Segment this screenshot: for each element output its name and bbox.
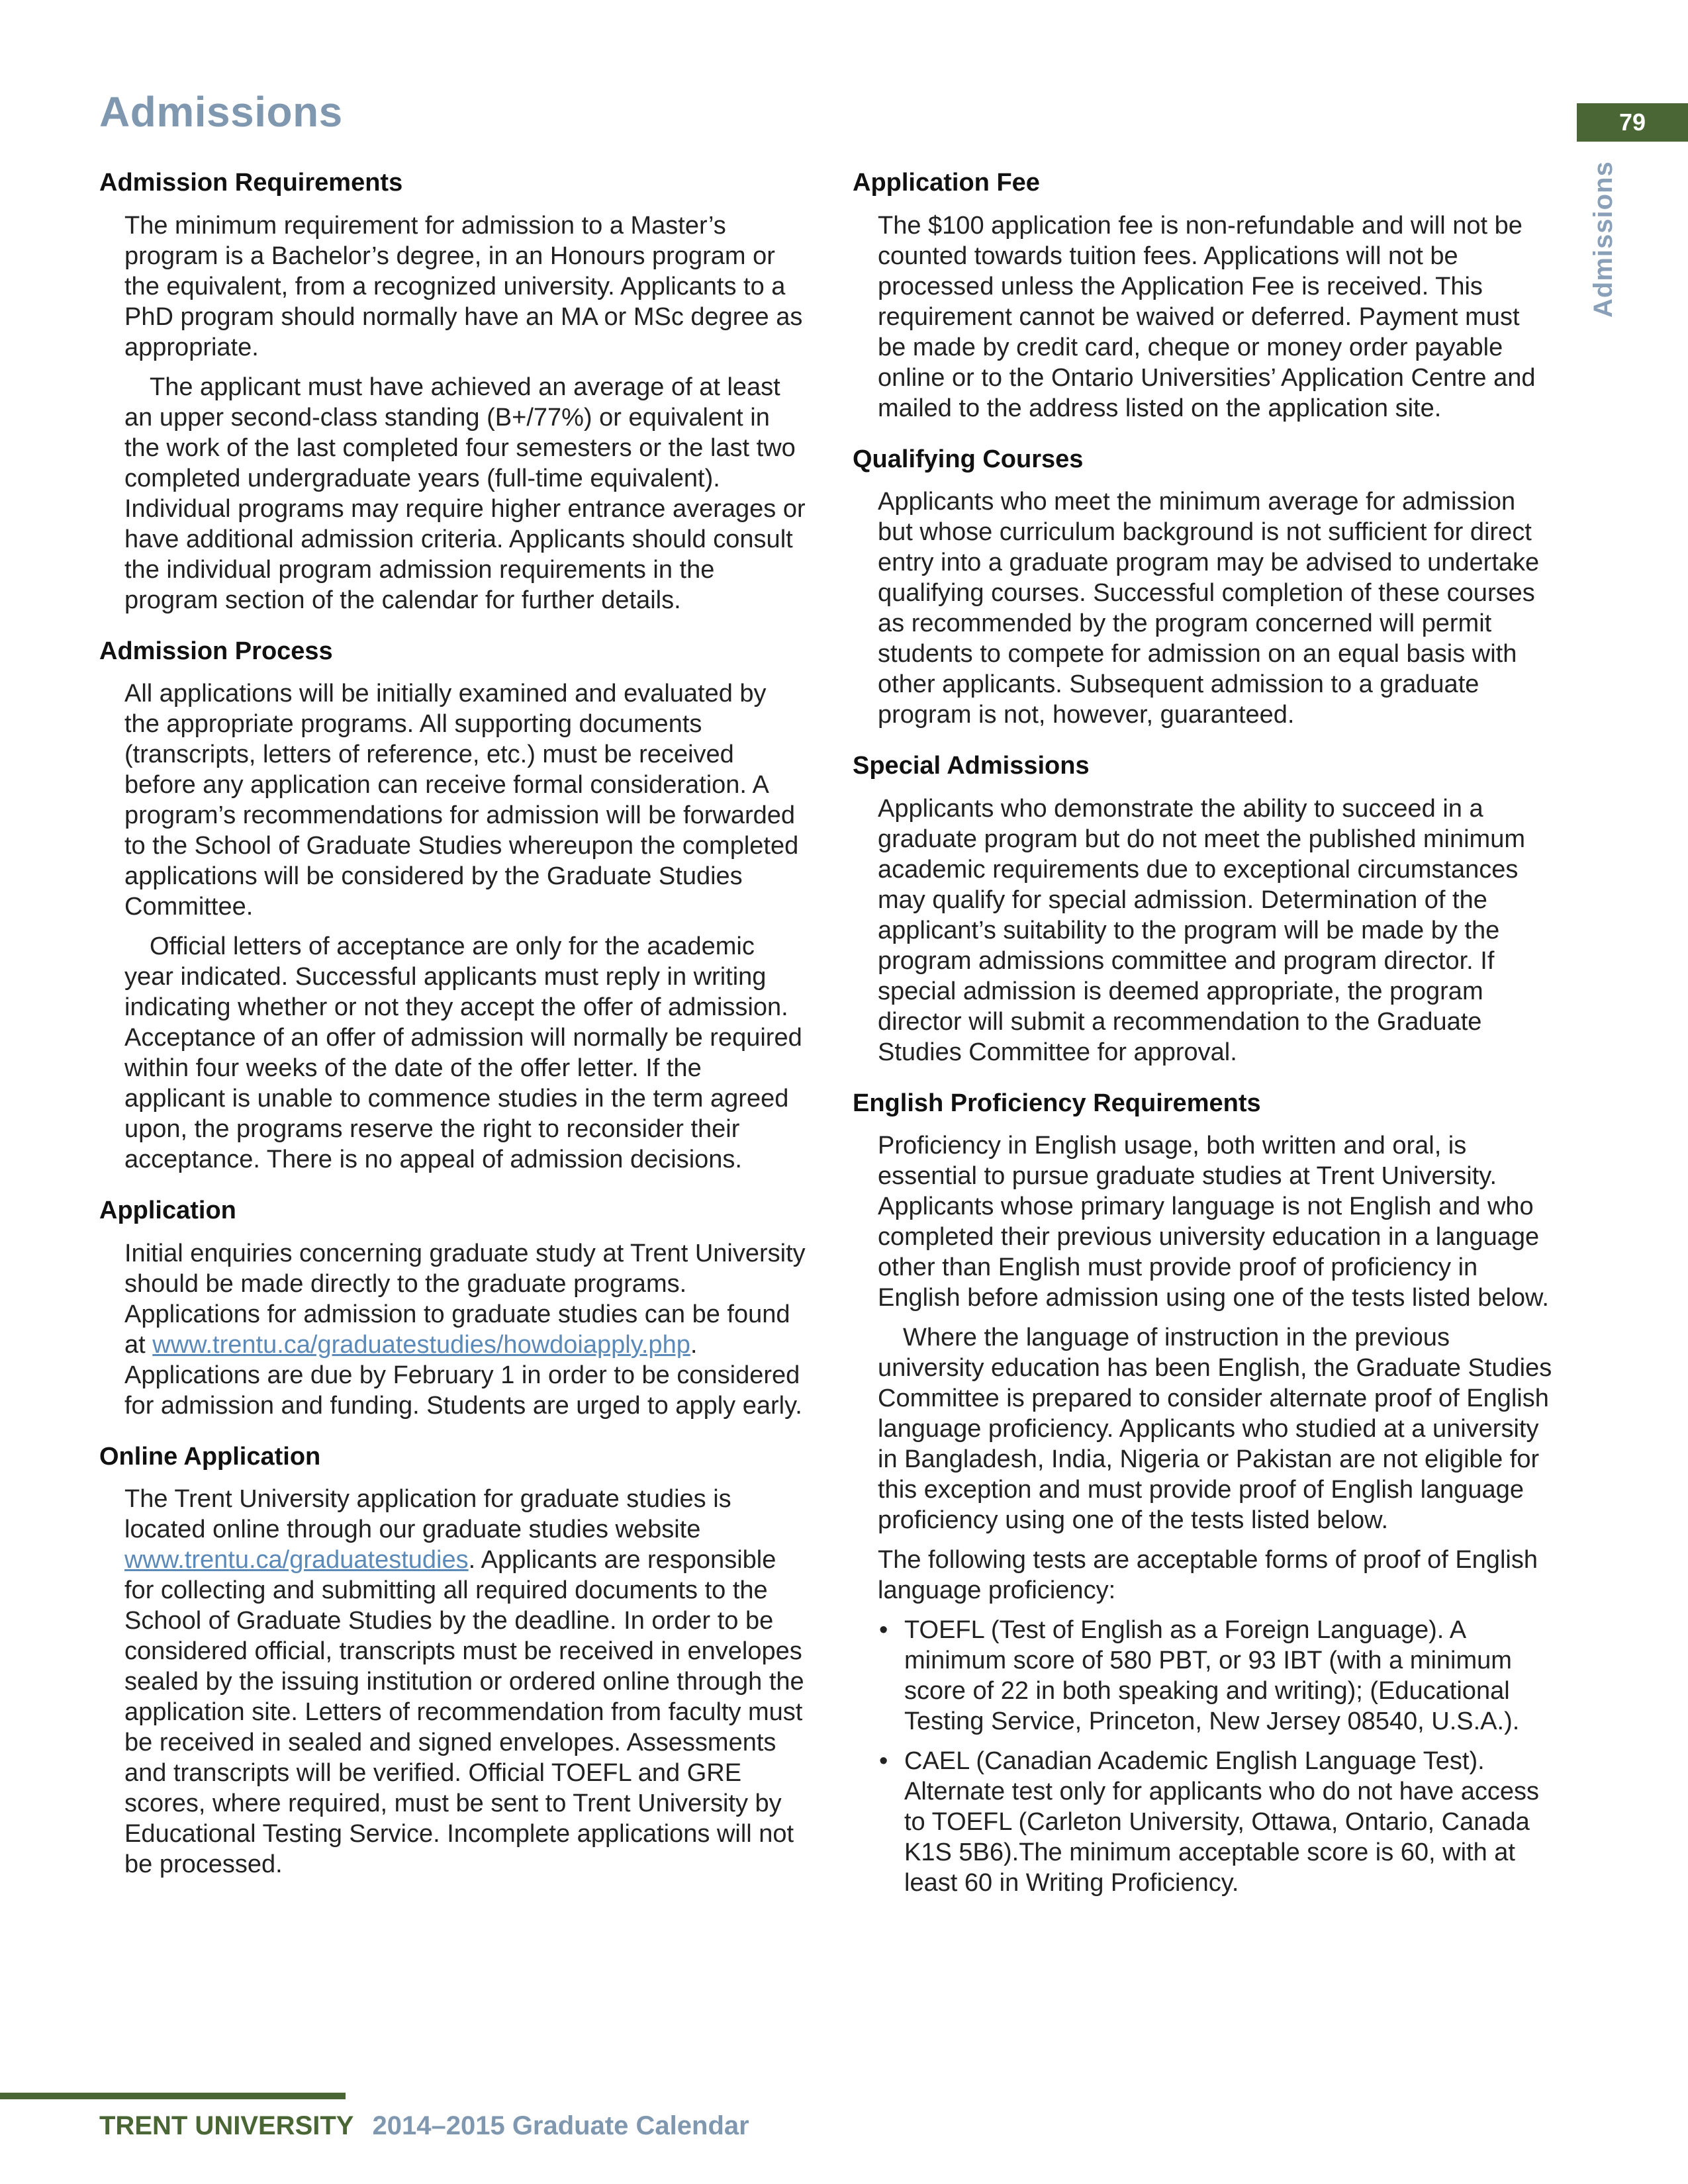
paragraph: Proficiency in English usage, both written and oral, is essential to pursue graduate studies at Trent University. Applicants whose primary language is not English and who completed their previous university education in a language other than English must provide proof of proficiency in English before admission using one of the tests listed below. <box>878 1132 1549 1312</box>
section-application-fee <box>853 168 1554 424</box>
footer-calendar: 2014–2015 Graduate Calendar <box>372 2111 749 2140</box>
paragraph: Official letters of acceptance are only for the academic year indicated. Successful applicants must reply in writing indicating whether or not they accept the offer of admission. Acceptance of an offer of admission will normally be required within four weeks of the date of the offer letter. If the applicant is unable to commence studies in the term agreed upon, the programs reserve the right to reconsider their acceptance. There is no appeal of admission decisions. <box>124 933 802 1174</box>
section-english-proficiency <box>853 1089 1554 1899</box>
section-qualifying-courses <box>853 445 1554 731</box>
side-section-label: Admissions <box>1589 161 1618 318</box>
section-online-application <box>99 1442 808 1880</box>
section-heading: Online Application <box>99 1442 321 1471</box>
paragraph: Applicants who meet the minimum average for admission but whose curriculum background is not sufficient for direct entry into a graduate program may be advised to undertake qualifying courses. Successful completion of these courses as recommended by the program concerned will permit students to compete for admission on an equal basis with other applicants. Subsequent admission to a graduate program is not, however, guaranteed. <box>878 488 1540 729</box>
paragraph: The following tests are acceptable forms of proof of English language proficiency: <box>878 1546 1538 1605</box>
paragraph: Where the language of instruction in the previous university education has been English, the Graduate Studies Committee is prepared to consider alternate proof of English language proficiency. Applicants who studied at a university in Bangladesh, India, Nigeria or Pakistan are not eligible for this exception and must provide proof of English language proficiency using one of the tests listed below. <box>878 1324 1552 1535</box>
graduate-studies-link[interactable]: www.trentu.ca/graduatestudies <box>124 1546 469 1574</box>
test-list <box>878 1615 1554 1898</box>
paragraph-text: . Applicants are responsible for collecting and submitting all required documents to the School of Graduate Studies by the deadline. In order to be considered official, transcripts must be received in envelopes sealed by the issuing institution or ordered online through the application site. Letters of recommendation from faculty must be received in sealed and signed envelopes. Assessments and transcripts will be verified. Official TOEFL and GRE scores, where required, must be sent to Trent University by Educational Testing Service. Incomplete applications will not be processed. <box>124 1546 804 1879</box>
section-heading: Admission Process <box>99 637 333 665</box>
left-column <box>99 168 808 1901</box>
section-heading: Special Admissions <box>853 752 1090 780</box>
section-heading: English Proficiency Requirements <box>853 1089 1261 1117</box>
paragraph <box>124 1484 808 1880</box>
paragraph: The applicant must have achieved an average of at least an upper second-class standing (B+/77%) or equivalent in the work of the last completed four semesters or the last two completed undergraduate years (full-time equivalent). Individual programs may require higher entrance averages or have additional admission criteria. Applicants should consult the individual program admission requirements in the program section of the calendar for further details. <box>124 373 806 614</box>
page-title: Admissions <box>99 88 343 136</box>
paragraph-text: The Trent University application for graduate studies is located online through our graduate studies website <box>124 1485 731 1544</box>
paragraph: The minimum requirement for admission to a Master’s program is a Bachelor’s degree, in an Honours program or the equivalent, from a recognized university. Applicants to a PhD program should normally have an MA or MSc degree as appropriate. <box>124 211 803 361</box>
section-admission-requirements <box>99 168 808 615</box>
section-heading: Admission Requirements <box>99 169 403 197</box>
paragraph: All applications will be initially examined and evaluated by the appropriate programs. All supporting documents (transcripts, letters of reference, etc.) must be received before any application can receive formal consideration. A program’s recommendations for admission will be forwarded to the School of Graduate Studies whereupon the completed applications will be considered by the Graduate Studies Committee. <box>124 680 799 921</box>
section-special-admissions <box>853 751 1554 1068</box>
section-application <box>99 1196 808 1421</box>
paragraph <box>124 1238 808 1421</box>
footer <box>99 2111 749 2141</box>
paragraph: The $100 application fee is non-refundable and will not be counted towards tuition fees. Applications will not be processed unless the Application Fee is received. This requirement cannot be waived or deferred. Payment must be made by credit card, cheque or money order payable online or to the Ontario Universities’ Application Centre and mailed to the address listed on the application site. <box>878 211 1536 422</box>
footer-university: TRENT UNIVERSITY <box>99 2111 354 2140</box>
section-heading: Qualifying Courses <box>853 445 1084 473</box>
page-number-badge: 79 <box>1577 103 1688 142</box>
section-heading: Application Fee <box>853 169 1040 197</box>
list-item: • TOEFL (Test of English as a Foreign Language). A minimum score of 580 PBT, or 93 IBT (with a minimum score of 22 in both speaking and writing); (Educational Testing Service, Princeton, New Jersey 08540, U.S.A.). <box>878 1615 1554 1737</box>
right-column <box>853 168 1554 1919</box>
paragraph-text: . Applications are due by February 1 in order to be considered for admission and funding. Students are urged to apply early. <box>124 1330 802 1420</box>
footer-rule <box>0 2093 346 2099</box>
paragraph-text: Initial enquiries concerning graduate study at Trent University should be made directly to the graduate programs. Applications for admission to graduate studies can be found at <box>124 1239 806 1359</box>
list-item: • CAEL (Canadian Academic English Language Test). Alternate test only for applicants who do not have access to TOEFL (Carleton University, Ottawa, Ontario, Canada K1S 5B6).The minimum acceptable score is 60, with at least 60 in Writing Proficiency. <box>878 1746 1554 1898</box>
how-to-apply-link[interactable]: www.trentu.ca/graduatestudies/howdoiapply.php <box>152 1330 690 1359</box>
paragraph: Applicants who demonstrate the ability to succeed in a graduate program but do not meet the published minimum academic requirements due to exceptional circumstances may qualify for special admission. Determination of the applicant’s suitability to the program will be made by the program admissions committee and program director. If special admission is deemed appropriate, the program director will submit a recommendation to the Graduate Studies Committee for approval. <box>878 794 1525 1066</box>
section-admission-process <box>99 637 808 1175</box>
section-heading: Application <box>99 1197 236 1225</box>
